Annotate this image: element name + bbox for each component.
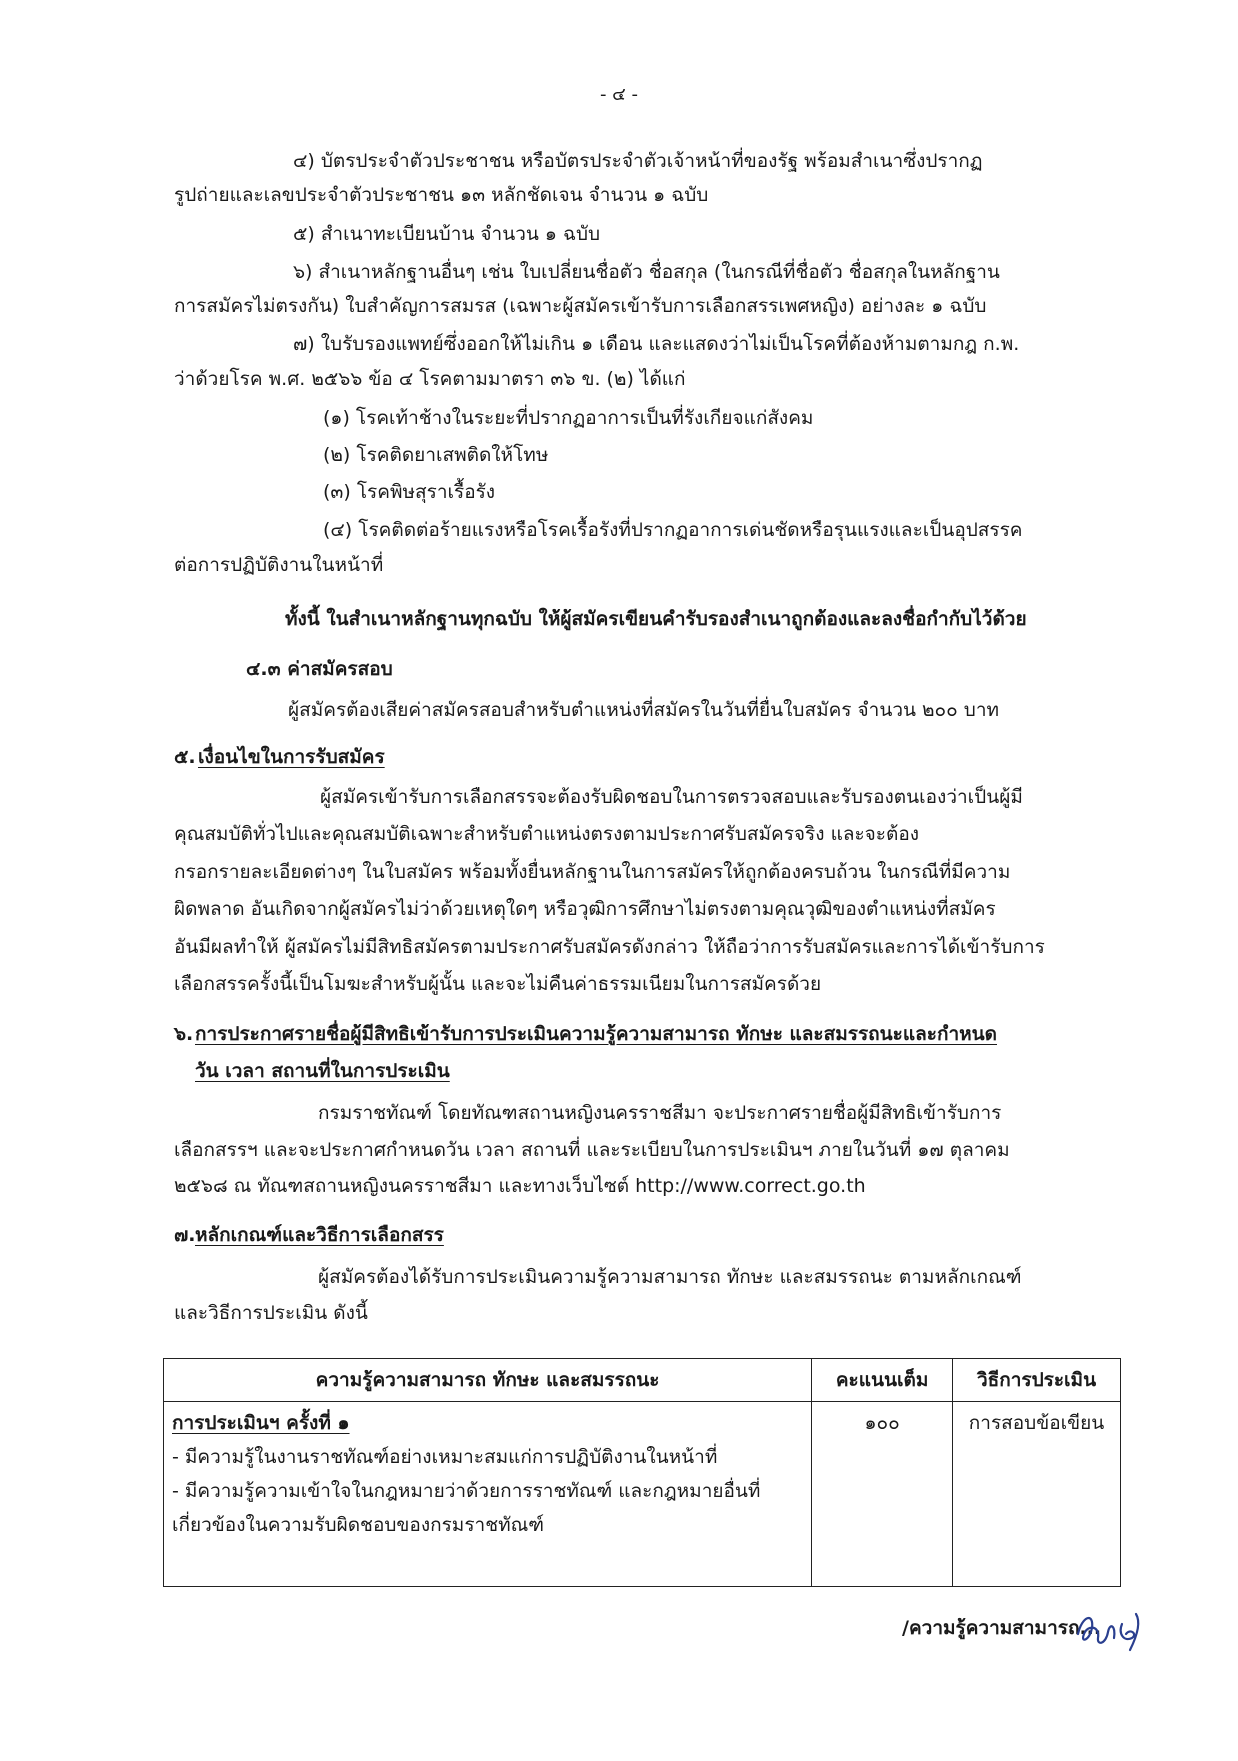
- doc-item-7-line1: ๗) ใบรับรองแพทย์ซึ่งออกให้ไม่เกิน ๑ เดือน และแสดงว่าไม่เป็นโรคที่ต้องห้ามตามกฎ ก.พ.: [293, 333, 1020, 355]
- full-score-value: ๑๐๐: [864, 1412, 900, 1434]
- section-7-number: ๗.: [174, 1224, 196, 1246]
- header-full-score: คะแนนเต็ม: [812, 1359, 953, 1402]
- section-6-title-line1: การประกาศรายชื่อผู้มีสิทธิเข้ารับการประเมินความรู้ความสามารถ ทักษะ และสมรรถนะและกำหนด: [195, 1023, 997, 1045]
- disease-item-4-line1: (๔) โรคติดต่อร้ายแรงหรือโรคเรื้อรังที่ปรากฏอาการเด่นชัดหรือรุนแรงและเป็นอุปสรรค: [323, 519, 1023, 541]
- method-cell: [953, 1402, 1121, 1587]
- disease-item-4-line2: ต่อการปฏิบัติงานในหน้าที่: [174, 554, 384, 576]
- header-assessment-method: วิธีการประเมิน: [953, 1359, 1121, 1402]
- doc-item-4-line2: รูปถ่ายและเลขประจำตัวประชาชน ๑๓ หลักชัดเจน จำนวน ๑ ฉบับ: [174, 184, 709, 206]
- doc-item-4-line1: ๔) บัตรประจำตัวประชาชน หรือบัตรประจำตัวเจ้าหน้าที่ของรัฐ พร้อมสำเนาซึ่งปรากฏ: [293, 150, 983, 172]
- section-5-number: ๕.: [174, 746, 196, 768]
- section-5-line1: ผู้สมัครเข้ารับการเลือกสรรจะต้องรับผิดชอบในการตรวจสอบและรับรองตนเองว่าเป็นผู้มี: [320, 786, 1023, 808]
- page-number: - ๔ -: [599, 84, 639, 105]
- section-6-line3: ๒๕๖๘ ณ ทัณฑสถานหญิงนครราชสีมา และทางเว็บไซต์ http://www.correct.go.th: [174, 1175, 866, 1197]
- section-5-line2: คุณสมบัติทั่วไปและคุณสมบัติเฉพาะสำหรับตำแหน่งตรงตามประกาศรับสมัครจริง และจะต้อง: [174, 823, 920, 845]
- competency-item-2: - มีความรู้ความเข้าใจในกฎหมายว่าด้วยการราชทัณฑ์ และกฎหมายอื่นที่: [172, 1480, 761, 1502]
- assessment-round-title: การประเมินฯ ครั้งที่ ๑: [172, 1412, 350, 1434]
- section-6-title-line2: วัน เวลา สถานที่ในการประเมิน: [195, 1060, 450, 1082]
- assessment-table: [163, 1358, 1121, 1587]
- section-6-line2: เลือกสรรฯ และจะประกาศกำหนดวัน เวลา สถานที่ และระเบียบในการประเมินฯ ภายในวันที่ ๑๗ ตุลาคม: [174, 1139, 1010, 1161]
- continuation-footer: /ความรู้ความสามารถ...: [902, 1617, 1102, 1639]
- assessment-method-value: การสอบข้อเขียน: [968, 1412, 1105, 1434]
- competency-item-1: - มีความรู้ในงานราชทัณฑ์อย่างเหมาะสมแก่การปฏิบัติงานในหน้าที่: [172, 1446, 718, 1468]
- doc-item-6-line2: การสมัครไม่ตรงกัน) ใบสำคัญการสมรส (เฉพาะผู้สมัครเข้ารับการเลือกสรรเพศหญิง) อย่างละ ๑ ฉบับ: [174, 295, 987, 317]
- full-score-cell: [812, 1402, 953, 1587]
- doc-item-6-line1: ๖) สำเนาหลักฐานอื่นๆ เช่น ใบเปลี่ยนชื่อตัว ชื่อสกุล (ในกรณีที่ชื่อตัว ชื่อสกุลในหลักฐาน: [293, 261, 1000, 283]
- doc-item-7-line2: ว่าด้วยโรค พ.ศ. ๒๕๖๖ ข้อ ๔ โรคตามมาตรา ๓๖ ข. (๒) ได้แก่: [174, 368, 686, 390]
- disease-item-1: (๑) โรคเท้าช้างในระยะที่ปรากฏอาการเป็นที่รังเกียจแก่สังคม: [323, 407, 814, 429]
- section-4-3-body: ผู้สมัครต้องเสียค่าสมัครสอบสำหรับตำแหน่งที่สมัครในวันที่ยื่นใบสมัคร จำนวน ๒๐๐ บาท: [288, 699, 1000, 721]
- signature-icon: [1072, 1604, 1152, 1654]
- section-5-line3: กรอกรายละเอียดต่างๆ ในใบสมัคร พร้อมทั้งยื่นหลักฐานในการสมัครให้ถูกต้องครบถ้วน ในกรณีที่มีความ: [174, 861, 1011, 883]
- section-5-line4: ผิดพลาด อันเกิดจากผู้สมัครไม่ว่าด้วยเหตุใดๆ หรือวุฒิการศึกษาไม่ตรงตามคุณวุฒิของตำแหน่งที่สมัคร: [174, 898, 996, 920]
- competency-cell: [164, 1402, 812, 1587]
- section-6-line1: กรมราชทัณฑ์ โดยทัณฑสถานหญิงนครราชสีมา จะประกาศรายชื่อผู้มีสิทธิเข้ารับการ: [318, 1102, 1002, 1124]
- table-row: [164, 1402, 1121, 1587]
- doc-item-5: ๕) สำเนาทะเบียนบ้าน จำนวน ๑ ฉบับ: [293, 223, 601, 245]
- certify-note: ทั้งนี้ ในสำเนาหลักฐานทุกฉบับ ให้ผู้สมัครเขียนคำรับรองสำเนาถูกต้องและลงชื่อกำกับไว้ด้วย: [285, 608, 1027, 630]
- section-5-title: เงื่อนไขในการรับสมัคร: [198, 746, 385, 768]
- section-6-number: ๖.: [174, 1023, 194, 1045]
- disease-item-2: (๒) โรคติดยาเสพติดให้โทษ: [323, 444, 549, 466]
- section-5-line6: เลือกสรรครั้งนี้เป็นโมฆะสำหรับผู้นั้น และจะไม่คืนค่าธรรมเนียมในการสมัครด้วย: [174, 973, 822, 995]
- section-7-line1: ผู้สมัครต้องได้รับการประเมินความรู้ความสามารถ ทักษะ และสมรรถนะ ตามหลักเกณฑ์: [318, 1266, 1022, 1288]
- section-5-line5: อันมีผลทำให้ ผู้สมัครไม่มีสิทธิสมัครตามประกาศรับสมัครดังกล่าว ให้ถือว่าการรับสมัครและการได้เข้ารับการ: [174, 936, 1045, 958]
- section-4-3-title: ๔.๓ ค่าสมัครสอบ: [246, 658, 393, 680]
- header-competency: ความรู้ความสามารถ ทักษะ และสมรรถนะ: [164, 1359, 812, 1402]
- disease-item-3: (๓) โรคพิษสุราเรื้อรัง: [323, 481, 496, 503]
- section-7-title: หลักเกณฑ์และวิธีการเลือกสรร: [195, 1224, 444, 1246]
- assessment-table-header-row: [164, 1359, 1121, 1402]
- section-7-line2: และวิธีการประเมิน ดังนี้: [174, 1302, 368, 1324]
- competency-item-2-cont: เกี่ยวข้องในความรับผิดชอบของกรมราชทัณฑ์: [172, 1514, 545, 1536]
